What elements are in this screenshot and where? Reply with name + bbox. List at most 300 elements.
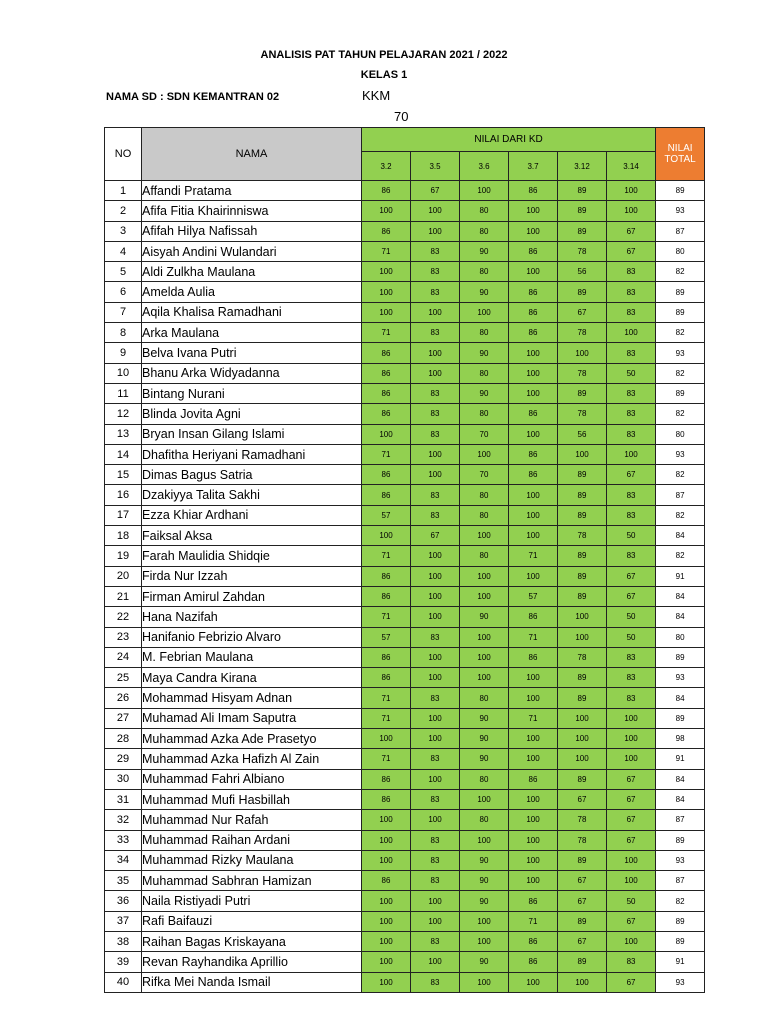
- score-cell: 50: [607, 363, 656, 383]
- header-name: NAMA: [142, 128, 362, 181]
- score-cell: 100: [411, 729, 460, 749]
- score-cell: 86: [509, 181, 558, 201]
- class-label: KELAS 1: [360, 69, 408, 81]
- total-cell: 93: [656, 201, 705, 221]
- row-number: 38: [105, 931, 142, 951]
- score-cell: 67: [607, 769, 656, 789]
- score-cell: 100: [607, 749, 656, 769]
- table-row: [105, 343, 705, 363]
- score-cell: 83: [411, 505, 460, 525]
- table-row: [105, 444, 705, 464]
- score-cell: 100: [509, 688, 558, 708]
- total-cell: 84: [656, 769, 705, 789]
- score-cell: 100: [607, 181, 656, 201]
- table-row: [105, 546, 705, 566]
- header-kd-group: NILAI DARI KD: [362, 128, 656, 152]
- student-name: Bryan Insan Gilang Islami: [142, 424, 362, 444]
- student-name: Rifka Mei Nanda Ismail: [142, 972, 362, 992]
- score-cell: 57: [362, 627, 411, 647]
- score-cell: 100: [362, 526, 411, 546]
- score-cell: 100: [509, 526, 558, 546]
- total-cell: 87: [656, 221, 705, 241]
- score-cell: 86: [509, 323, 558, 343]
- row-number: 17: [105, 505, 142, 525]
- row-number: 16: [105, 485, 142, 505]
- table-row: [105, 668, 705, 688]
- table-row: [105, 891, 705, 911]
- score-cell: 83: [411, 972, 460, 992]
- score-cell: 83: [607, 302, 656, 322]
- table-row: [105, 627, 705, 647]
- row-number: 23: [105, 627, 142, 647]
- score-cell: 80: [460, 810, 509, 830]
- score-cell: 100: [411, 221, 460, 241]
- score-cell: 89: [558, 688, 607, 708]
- score-cell: 78: [558, 647, 607, 667]
- score-cell: 86: [362, 465, 411, 485]
- score-cell: 100: [362, 911, 411, 931]
- score-cell: 100: [411, 201, 460, 221]
- score-cell: 83: [607, 505, 656, 525]
- score-cell: 89: [558, 546, 607, 566]
- table-row: [105, 201, 705, 221]
- student-name: Naila Ristiyadi Putri: [142, 891, 362, 911]
- score-cell: 100: [558, 627, 607, 647]
- score-cell: 100: [411, 302, 460, 322]
- row-number: 6: [105, 282, 142, 302]
- score-cell: 100: [558, 444, 607, 464]
- score-cell: 83: [411, 749, 460, 769]
- score-cell: 100: [411, 769, 460, 789]
- school-name: NAMA SD : SDN KEMANTRAN 02: [106, 91, 280, 103]
- total-cell: 89: [656, 647, 705, 667]
- table-row: [105, 526, 705, 546]
- row-number: 20: [105, 566, 142, 586]
- row-number: 24: [105, 647, 142, 667]
- table-row: [105, 952, 705, 972]
- row-number: 33: [105, 830, 142, 850]
- score-cell: 80: [460, 323, 509, 343]
- table-row: [105, 302, 705, 322]
- score-cell: 100: [362, 262, 411, 282]
- table-row: [105, 586, 705, 606]
- row-number: 27: [105, 708, 142, 728]
- total-cell: 93: [656, 343, 705, 363]
- score-cell: 100: [607, 871, 656, 891]
- score-cell: 86: [362, 566, 411, 586]
- score-cell: 57: [509, 586, 558, 606]
- score-cell: 100: [509, 749, 558, 769]
- score-cell: 100: [607, 850, 656, 870]
- score-cell: 67: [558, 302, 607, 322]
- score-cell: 100: [362, 972, 411, 992]
- score-cell: 100: [607, 444, 656, 464]
- total-cell: 93: [656, 850, 705, 870]
- total-cell: 98: [656, 729, 705, 749]
- total-cell: 82: [656, 891, 705, 911]
- total-cell: 82: [656, 404, 705, 424]
- student-name: Revan Rayhandika Aprillio: [142, 952, 362, 972]
- student-name: Dhafitha Heriyani Ramadhani: [142, 444, 362, 464]
- score-cell: 100: [411, 465, 460, 485]
- score-cell: 86: [362, 647, 411, 667]
- total-cell: 80: [656, 627, 705, 647]
- score-cell: 90: [460, 282, 509, 302]
- score-cell: 90: [460, 952, 509, 972]
- total-cell: 89: [656, 830, 705, 850]
- score-cell: 100: [607, 708, 656, 728]
- score-cell: 83: [411, 688, 460, 708]
- score-cell: 83: [411, 931, 460, 951]
- table-row: [105, 708, 705, 728]
- score-cell: 78: [558, 323, 607, 343]
- score-cell: 89: [558, 201, 607, 221]
- score-cell: 100: [607, 201, 656, 221]
- score-cell: 86: [362, 404, 411, 424]
- score-cell: 89: [558, 221, 607, 241]
- row-number: 40: [105, 972, 142, 992]
- score-cell: 71: [362, 708, 411, 728]
- student-name: Dimas Bagus Satria: [142, 465, 362, 485]
- score-cell: 67: [607, 810, 656, 830]
- row-number: 10: [105, 363, 142, 383]
- total-cell: 89: [656, 911, 705, 931]
- score-cell: 83: [607, 485, 656, 505]
- table-row: [105, 972, 705, 992]
- row-number: 21: [105, 586, 142, 606]
- table-row: [105, 221, 705, 241]
- score-cell: 100: [509, 810, 558, 830]
- score-cell: 89: [558, 485, 607, 505]
- score-cell: 86: [509, 931, 558, 951]
- table-row: [105, 485, 705, 505]
- table-row: [105, 282, 705, 302]
- row-number: 30: [105, 769, 142, 789]
- score-cell: 67: [607, 911, 656, 931]
- score-cell: 100: [509, 221, 558, 241]
- student-name: Maya Candra Kirana: [142, 668, 362, 688]
- score-cell: 100: [362, 850, 411, 870]
- score-cell: 71: [509, 627, 558, 647]
- score-cell: 100: [460, 668, 509, 688]
- total-cell: 84: [656, 526, 705, 546]
- table-row: [105, 810, 705, 830]
- row-number: 29: [105, 749, 142, 769]
- table-row: [105, 607, 705, 627]
- score-cell: 70: [460, 465, 509, 485]
- score-cell: 100: [362, 729, 411, 749]
- table-row: [105, 871, 705, 891]
- student-name: Belva Ivana Putri: [142, 343, 362, 363]
- student-name: Hanifanio Febrizio Alvaro: [142, 627, 362, 647]
- score-cell: 78: [558, 810, 607, 830]
- score-cell: 100: [411, 911, 460, 931]
- table-row: [105, 911, 705, 931]
- score-cell: 67: [607, 972, 656, 992]
- total-cell: 89: [656, 282, 705, 302]
- total-cell: 91: [656, 749, 705, 769]
- score-cell: 78: [558, 241, 607, 261]
- student-name: Blinda Jovita Agni: [142, 404, 362, 424]
- score-cell: 86: [362, 221, 411, 241]
- score-cell: 86: [362, 789, 411, 809]
- score-cell: 100: [558, 729, 607, 749]
- student-name: Muhammad Azka Ade Prasetyo: [142, 729, 362, 749]
- score-cell: 100: [460, 181, 509, 201]
- score-cell: 100: [460, 931, 509, 951]
- score-cell: 89: [558, 383, 607, 403]
- score-cell: 86: [509, 952, 558, 972]
- row-number: 32: [105, 810, 142, 830]
- score-cell: 83: [607, 647, 656, 667]
- student-name: Muhammad Azka Hafizh Al Zain: [142, 749, 362, 769]
- total-cell: 82: [656, 262, 705, 282]
- score-cell: 90: [460, 343, 509, 363]
- total-cell: 80: [656, 241, 705, 261]
- score-cell: 83: [411, 424, 460, 444]
- score-cell: 90: [460, 871, 509, 891]
- header-no: NO: [105, 128, 142, 181]
- row-number: 1: [105, 181, 142, 201]
- student-name: Muhammad Mufi Hasbillah: [142, 789, 362, 809]
- student-name: Faiksal Aksa: [142, 526, 362, 546]
- score-cell: 89: [558, 181, 607, 201]
- table-row: [105, 931, 705, 951]
- table-row: [105, 749, 705, 769]
- score-cell: 100: [460, 627, 509, 647]
- score-cell: 100: [460, 444, 509, 464]
- row-number: 3: [105, 221, 142, 241]
- score-cell: 71: [362, 546, 411, 566]
- score-cell: 83: [411, 871, 460, 891]
- score-cell: 100: [460, 302, 509, 322]
- score-cell: 100: [607, 931, 656, 951]
- score-cell: 83: [411, 404, 460, 424]
- score-cell: 100: [362, 282, 411, 302]
- score-cell: 100: [460, 972, 509, 992]
- row-number: 9: [105, 343, 142, 363]
- student-name: Muhammad Fahri Albiano: [142, 769, 362, 789]
- score-cell: 86: [509, 607, 558, 627]
- score-cell: 71: [362, 241, 411, 261]
- header-kd: 3.5: [411, 152, 460, 181]
- score-cell: 67: [607, 221, 656, 241]
- score-cell: 100: [362, 952, 411, 972]
- score-cell: 90: [460, 749, 509, 769]
- table-row: [105, 465, 705, 485]
- score-cell: 86: [509, 465, 558, 485]
- row-number: 15: [105, 465, 142, 485]
- student-name: Arka Maulana: [142, 323, 362, 343]
- score-cell: 100: [362, 302, 411, 322]
- score-cell: 67: [607, 830, 656, 850]
- score-cell: 80: [460, 201, 509, 221]
- score-cell: 78: [558, 404, 607, 424]
- student-name: Aisyah Andini Wulandari: [142, 241, 362, 261]
- score-cell: 89: [558, 566, 607, 586]
- document-title: ANALISIS PAT TAHUN PELAJARAN 2021 / 2022: [260, 49, 508, 61]
- score-cell: 100: [460, 526, 509, 546]
- score-cell: 83: [607, 343, 656, 363]
- score-cell: 100: [509, 850, 558, 870]
- score-cell: 100: [509, 830, 558, 850]
- score-cell: 71: [509, 546, 558, 566]
- score-cell: 90: [460, 891, 509, 911]
- total-cell: 84: [656, 789, 705, 809]
- score-cell: 86: [362, 363, 411, 383]
- total-cell: 89: [656, 931, 705, 951]
- score-cell: 100: [509, 729, 558, 749]
- score-cell: 56: [558, 424, 607, 444]
- student-name: Amelda Aulia: [142, 282, 362, 302]
- score-cell: 100: [411, 891, 460, 911]
- total-cell: 89: [656, 383, 705, 403]
- score-cell: 100: [411, 708, 460, 728]
- score-cell: 86: [509, 891, 558, 911]
- score-cell: 67: [607, 586, 656, 606]
- score-cell: 100: [509, 566, 558, 586]
- score-cell: 89: [558, 586, 607, 606]
- score-cell: 86: [509, 444, 558, 464]
- score-cell: 83: [411, 485, 460, 505]
- score-cell: 100: [509, 505, 558, 525]
- header-total: [656, 128, 705, 181]
- score-cell: 67: [558, 891, 607, 911]
- kkm-value: 70: [394, 109, 409, 124]
- total-cell: 82: [656, 505, 705, 525]
- table-row: [105, 729, 705, 749]
- table-row: [105, 769, 705, 789]
- total-cell: 93: [656, 444, 705, 464]
- student-name: Aldi Zulkha Maulana: [142, 262, 362, 282]
- total-cell: 91: [656, 566, 705, 586]
- score-cell: 100: [362, 891, 411, 911]
- score-cell: 67: [558, 789, 607, 809]
- row-number: 22: [105, 607, 142, 627]
- row-number: 25: [105, 668, 142, 688]
- row-number: 36: [105, 891, 142, 911]
- score-cell: 83: [411, 323, 460, 343]
- score-cell: 70: [460, 424, 509, 444]
- row-number: 11: [105, 383, 142, 403]
- score-cell: 100: [460, 586, 509, 606]
- score-cell: 90: [460, 383, 509, 403]
- table-row: [105, 789, 705, 809]
- table-row: [105, 363, 705, 383]
- score-cell: 86: [509, 769, 558, 789]
- score-cell: 100: [509, 201, 558, 221]
- score-cell: 89: [558, 668, 607, 688]
- row-number: 14: [105, 444, 142, 464]
- score-cell: 67: [607, 241, 656, 261]
- total-cell: 82: [656, 363, 705, 383]
- student-name: Rafi Baifauzi: [142, 911, 362, 931]
- score-cell: 80: [460, 505, 509, 525]
- score-cell: 83: [607, 688, 656, 708]
- row-number: 35: [105, 871, 142, 891]
- header-kd: 3.14: [607, 152, 656, 181]
- score-cell: 100: [558, 972, 607, 992]
- total-cell: 87: [656, 871, 705, 891]
- score-cell: 90: [460, 607, 509, 627]
- total-cell: 82: [656, 465, 705, 485]
- score-cell: 100: [509, 972, 558, 992]
- student-name: Ezza Khiar Ardhani: [142, 505, 362, 525]
- score-cell: 83: [411, 241, 460, 261]
- score-cell: 89: [558, 505, 607, 525]
- score-cell: 71: [509, 708, 558, 728]
- student-name: Afifa Fitia Khairinniswa: [142, 201, 362, 221]
- total-cell: 84: [656, 688, 705, 708]
- score-cell: 100: [509, 383, 558, 403]
- row-number: 7: [105, 302, 142, 322]
- header-total-line2: TOTAL: [664, 154, 696, 165]
- student-name: Muhammad Sabhran Hamizan: [142, 871, 362, 891]
- total-cell: 80: [656, 424, 705, 444]
- student-name: Muhammad Rizky Maulana: [142, 850, 362, 870]
- score-cell: 89: [558, 465, 607, 485]
- student-name: Raihan Bagas Kriskayana: [142, 931, 362, 951]
- row-number: 34: [105, 850, 142, 870]
- table-row: [105, 404, 705, 424]
- table-row: [105, 323, 705, 343]
- score-cell: 100: [411, 647, 460, 667]
- score-cell: 90: [460, 708, 509, 728]
- score-cell: 71: [362, 607, 411, 627]
- score-cell: 100: [411, 607, 460, 627]
- score-cell: 83: [411, 262, 460, 282]
- row-number: 4: [105, 241, 142, 261]
- score-cell: 86: [362, 343, 411, 363]
- student-name: Bintang Nurani: [142, 383, 362, 403]
- total-cell: 89: [656, 708, 705, 728]
- score-cell: 100: [362, 810, 411, 830]
- score-cell: 90: [460, 729, 509, 749]
- score-cell: 100: [607, 729, 656, 749]
- score-cell: 100: [460, 789, 509, 809]
- score-cell: 83: [607, 404, 656, 424]
- score-cell: 100: [411, 810, 460, 830]
- row-number: 18: [105, 526, 142, 546]
- score-cell: 67: [607, 566, 656, 586]
- score-cell: 100: [411, 363, 460, 383]
- header-kd: 3.12: [558, 152, 607, 181]
- score-cell: 100: [411, 668, 460, 688]
- student-name: Hana Nazifah: [142, 607, 362, 627]
- score-cell: 80: [460, 485, 509, 505]
- student-name: Firda Nur Izzah: [142, 566, 362, 586]
- score-cell: 78: [558, 526, 607, 546]
- score-cell: 80: [460, 769, 509, 789]
- score-cell: 100: [558, 749, 607, 769]
- student-name: Firman Amirul Zahdan: [142, 586, 362, 606]
- score-cell: 100: [460, 830, 509, 850]
- score-cell: 100: [362, 931, 411, 951]
- row-number: 31: [105, 789, 142, 809]
- score-cell: 80: [460, 363, 509, 383]
- row-number: 8: [105, 323, 142, 343]
- score-cell: 89: [558, 952, 607, 972]
- score-cell: 86: [362, 383, 411, 403]
- table-row: [105, 566, 705, 586]
- score-cell: 83: [607, 262, 656, 282]
- score-cell: 89: [558, 769, 607, 789]
- score-cell: 83: [607, 546, 656, 566]
- table-row: [105, 830, 705, 850]
- student-name: Bhanu Arka Widyadanna: [142, 363, 362, 383]
- total-cell: 93: [656, 972, 705, 992]
- score-cell: 83: [411, 383, 460, 403]
